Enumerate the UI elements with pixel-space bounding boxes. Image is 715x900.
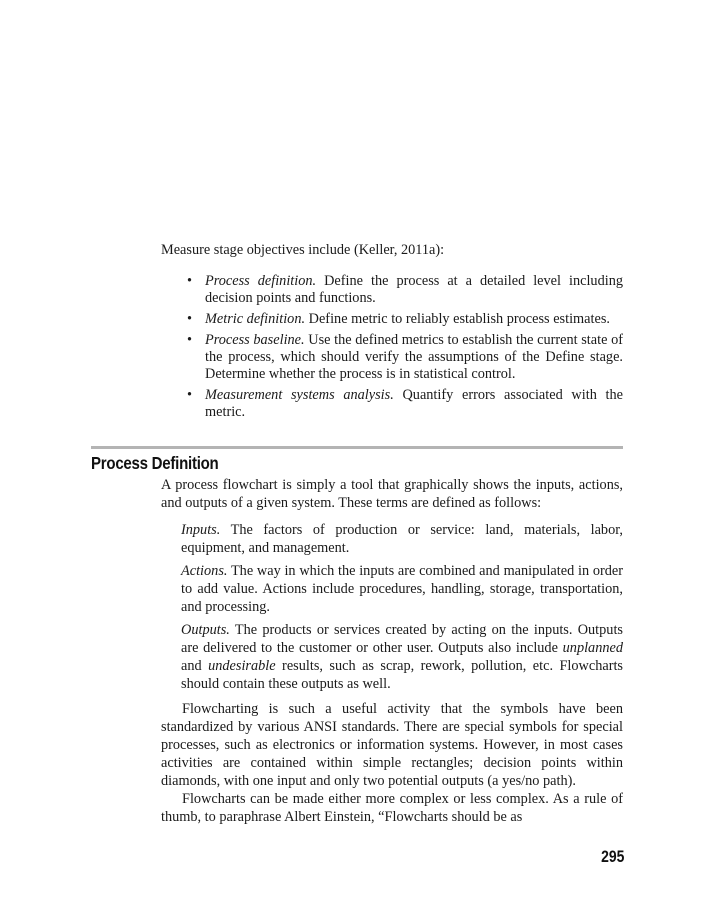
definition-inputs	[181, 521, 623, 557]
objective-text: Use the defined metrics to establish the current state of the process, which should verify the assumptions of the Define stage. Determine whether the process is in statistical control.	[205, 331, 623, 383]
section-lead: A process flowchart is simply a tool that graphically shows the inputs, actions, and outputs of a given system. These terms are defined as follows:	[161, 477, 623, 511]
definition-text: The factors of production or service: land, materials, labor, equipment, and management.	[181, 522, 623, 556]
definition-text: results, such as scrap, rework, pollution, etc. Flowcharts should contain these outputs as well.	[181, 658, 623, 692]
objective-term: Process definition.	[205, 273, 317, 289]
intro-text: Measure stage objectives include (Keller, 2011a):	[161, 242, 445, 258]
paragraph: Flowcharts can be made either more complex or less complex. As a rule of thumb, to paraphrase Albert Einstein, “Flowcharts should be as	[161, 791, 623, 825]
bullet-icon: •	[187, 311, 193, 327]
objectives-list	[187, 273, 623, 425]
section-heading: Process Definition	[91, 453, 219, 473]
objective-text: Define metric to reliably establish process estimates.	[305, 311, 610, 327]
definition-term: Inputs.	[181, 522, 221, 538]
body-paragraphs	[161, 700, 623, 826]
bullet-icon: •	[187, 387, 193, 403]
definition-text: and	[181, 658, 209, 674]
objective-text: Quantify errors associated with the metric.	[205, 387, 623, 421]
emphasis-unplanned: unplanned	[562, 640, 623, 656]
list-item	[187, 273, 623, 307]
definition-outputs	[181, 621, 623, 693]
objective-term: Measurement systems analysis.	[205, 387, 394, 403]
bullet-icon: •	[187, 273, 193, 289]
objective-term: Process baseline.	[205, 331, 305, 348]
definitions-block	[181, 521, 623, 698]
list-item	[187, 311, 623, 328]
emphasis-undesirable: undesirable	[208, 658, 276, 674]
definition-actions	[181, 562, 623, 616]
paragraph: Flowcharting is such a useful activity that the symbols have been standardized by various ANSI standards. There are special symbols for special processes, such as electronics or information systems. However, in most cases activities are contained within simple rectangles; decision points within diamonds, with one input and only two potential outputs (a yes/no path).	[161, 701, 623, 789]
definition-text: The products or services created by acting on the inputs. Outputs are delivered to the customer or other user. Outputs also include	[181, 622, 623, 656]
definition-term: Actions.	[181, 563, 228, 579]
definition-text: The way in which the inputs are combined and manipulated in order to add value. Actions include procedures, handling, storage, transportation, and processing.	[181, 563, 623, 615]
objective-term: Metric definition.	[205, 311, 306, 327]
list-item	[187, 387, 623, 421]
bullet-icon: •	[187, 331, 193, 348]
page-number: 295	[600, 847, 624, 866]
section-divider	[91, 446, 623, 449]
objective-text: Define the process at a detailed level including decision points and functions.	[205, 273, 623, 307]
list-item	[187, 332, 623, 384]
definition-term: Outputs.	[181, 622, 230, 638]
